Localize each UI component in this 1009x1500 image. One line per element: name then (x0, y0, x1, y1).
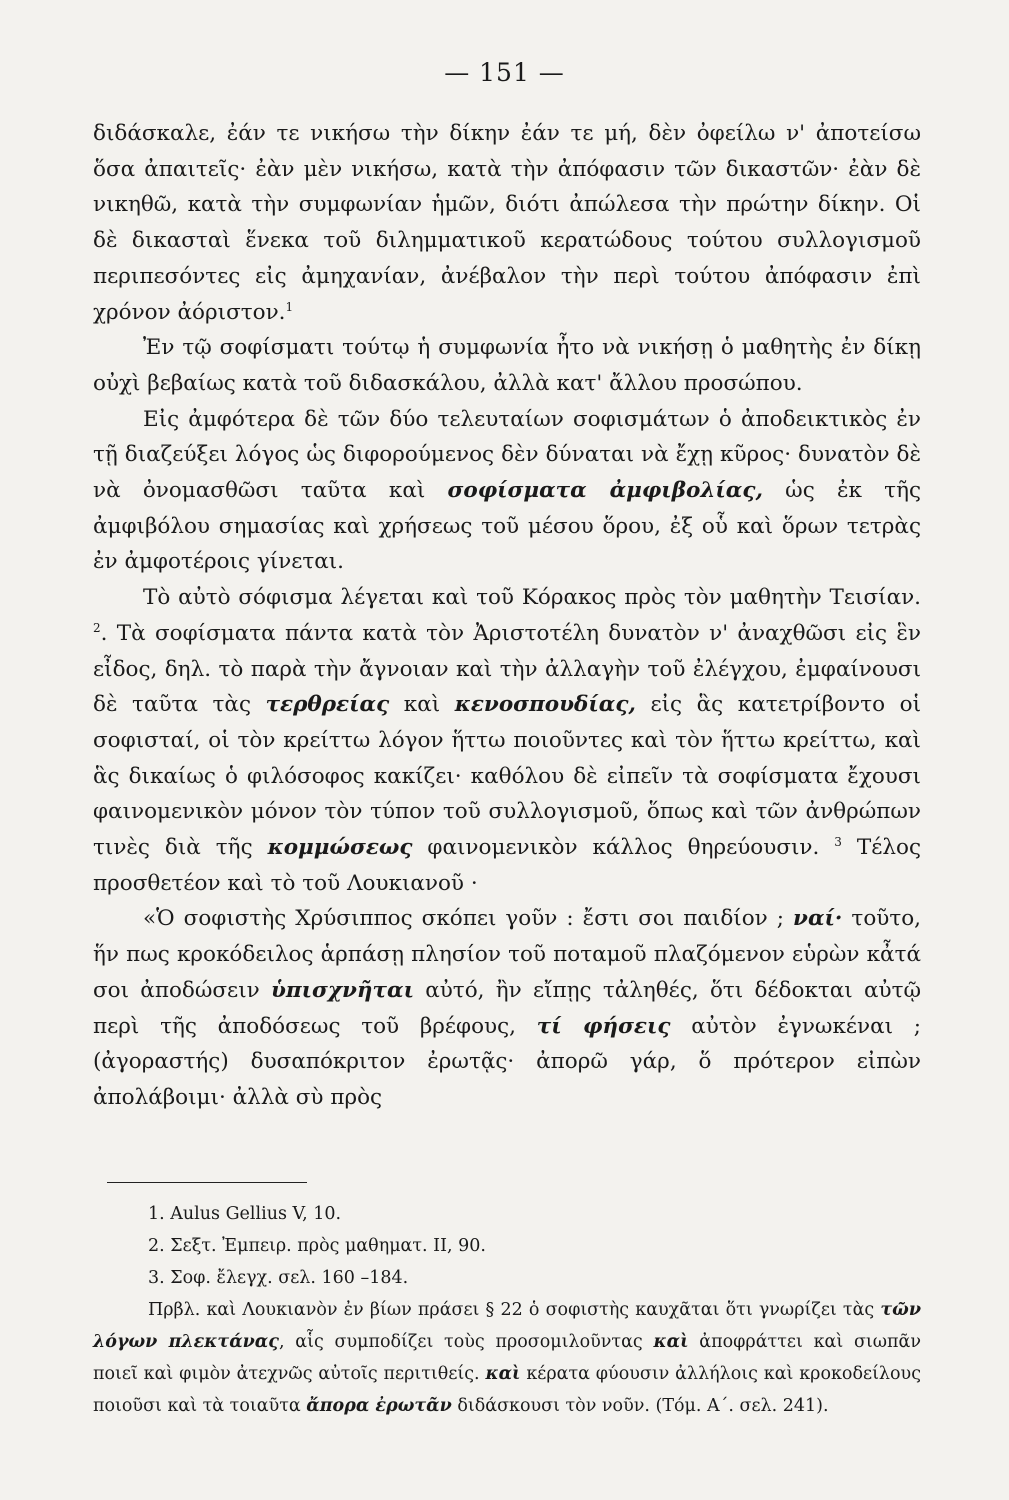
footnote-divider (107, 1182, 307, 1183)
text-run: καὶ (389, 692, 455, 718)
paragraph (93, 580, 921, 901)
text-run: αὐτό, ἢν εἴπῃς τἀληθές, ὅτι δέδοκται αὐτῷ περὶ τῆς ἀποδόσεως τοῦ βρέφους, (93, 977, 921, 1039)
text-run: «Ὁ σοφιστὴς Χρύσιππος σκόπει γοῦν : ἔστι σοι παιδίον ; (143, 906, 794, 932)
text-run: Εἰς ἀμφότερα δὲ τῶν δύο τελευταίων σοφισμάτων ὁ ἀποδεικτικὸς ἐν τῇ διαζεύξει λόγος ὡς διφορούμενος δὲν δύναται νὰ ἔχῃ κῦρος· δυνατὸν δὲ νὰ ὀνομασθῶσι ταῦτα καὶ (93, 406, 921, 504)
footnotes (93, 1198, 921, 1422)
footnote-ref: 3 (834, 835, 842, 850)
paragraph (93, 116, 921, 330)
text-run: αὐτὸν ἐγνωκέναι ; (ἀγοραστής) δυσαπόκριτον ἐρωτᾷς· ἀπορῶ γάρ, ὅ πρότερον εἰπὼν ἀπολάβοιμι· ἀλλὰ σὺ πρὸς (93, 1013, 922, 1110)
emphasis-text: τί φήσεις (536, 1013, 671, 1039)
emphasis-text: καὶ (485, 1364, 521, 1384)
text-run: διδάσκουσι τὸν νοῦν. (Τόμ. Α΄. σελ. 241). (451, 1396, 829, 1416)
emphasis-text: ναί· (793, 906, 843, 932)
emphasis-text: κενοσπουδίας, (454, 692, 636, 718)
emphasis-text: τερθρείας (265, 692, 390, 718)
emphasis-text: τῶν λόγων πλεκτάνας (93, 1300, 921, 1352)
text-run: διδάσκαλε, ἐάν τε νικήσω τὴν δίκην ἐάν τε μή, δὲν ὀφείλω ν' ἀποτείσω ὅσα ἀπαιτεῖς· ἐὰν μὲν νικήσω, κατὰ τὴν ἀπόφασιν τῶν δικαστῶν· ἐὰν δὲ νικηθῶ, κατὰ τὴν συμφωνίαν ἡμῶν, διότι ἀπώλεσα τὴν πρώτην δίκην. Οἱ δὲ δικασταὶ ἕνεκα τοῦ διλημματικοῦ κερατώδους τούτου συλλογισμοῦ περιπεσόντες εἰς ἀμηχανίαν, ἀνέβαλον τὴν περὶ τούτου ἀπόφασιν ἐπὶ χρόνον ἀόριστον. (93, 121, 921, 325)
footnote-2: 2. Σεξτ. Ἐμπειρ. πρὸς μαθηματ. II, 90. (148, 1236, 486, 1256)
text-run: , αἷς συμποδίζει τοὺς προσομιλοῦντας (278, 1332, 654, 1352)
text-run: Ἐν τῷ σοφίσματι τούτῳ ἡ συμφωνία ἦτο νὰ νικήσῃ ὁ μαθητὴς ἐν δίκῃ οὐχὶ βεβαίως κατὰ τοῦ διδασκάλου, ἀλλὰ κατ' ἄλλου προσώπου. (93, 335, 921, 396)
text-run: τοῦτο, ἥν πως κροκόδειλος ἁρπάσῃ πλησίον τοῦ ποταμοῦ πλαζόμενον εὑρὼν κἆτά σοι ἀποδώσειν (93, 906, 922, 1003)
paragraph (93, 402, 921, 581)
footnote-ref: 2 (93, 620, 101, 635)
emphasis-text: ἄπορα ἐρωτᾶν (306, 1396, 452, 1416)
body-text (93, 116, 921, 1116)
text-run: Τὸ αὐτὸ σόφισμα λέγεται καὶ τοῦ Κόρακος πρὸς τὸν μαθητὴν Τεισίαν. (143, 585, 921, 611)
text-run: φαινομενικὸν κάλλος θηρεύουσιν. (412, 835, 835, 861)
text-run: εἰς ἃς κατετρίβοντο οἱ σοφισταί, οἱ τὸν κρείττω λόγον ἥττω ποιοῦντες καὶ τὸν ἥττω κρείττω, καὶ ἃς δικαίως ὁ φιλόσοφος κακίζει· καθόλου δὲ εἰπεῖν τὰ σοφίσματα ἔχουσι φαινομενικὸν μόνον τὸν τύπον τοῦ συλλογισμοῦ, ὅπως καὶ τῶν ἀνθρώπων τινὲς διὰ τῆς (93, 692, 921, 861)
emphasis-text: ὑπισχνῆται (270, 977, 414, 1003)
text-run: . Τὰ σοφίσματα πάντα κατὰ τὸν Ἀριστοτέλη δυνατὸν ν' ἀναχθῶσι εἰς ἓν εἶδος, δηλ. τὸ παρὰ τὴν ἄγνοιαν καὶ τὴν ἀλλαγὴν τοῦ ἐλέγχου, ἐμφαίνουσι δὲ ταῦτα τὰς (93, 620, 921, 718)
text-run: Πρβλ. καὶ Λουκιανὸν ἐν βίων πράσει § 22 ὁ σοφιστὴς καυχᾶται ὅτι γνωρίζει τὰς (148, 1300, 881, 1320)
footnote-3: 3. Σοφ. ἔλεγχ. σελ. 160 –184. (148, 1268, 409, 1288)
emphasis-text: κομμώσεως (267, 835, 413, 861)
paragraph (93, 901, 921, 1115)
text-run: ἀποφράττει καὶ σιωπᾶν ποιεῖ καὶ φιμὸν ἀτεχνῶς αὐτοῖς περιτιθείς. (93, 1332, 921, 1384)
paragraph (93, 330, 921, 401)
text-run: ὡς ἐκ τῆς ἀμφιβόλου σημασίας καὶ χρήσεως τοῦ μέσου ὅρου, ἐξ οὗ καὶ ὅρων τετρὰς ἐν ἀμφοτέροις γίνεται. (93, 478, 921, 575)
footnote-note (93, 1294, 921, 1422)
emphasis-text: καὶ (653, 1332, 689, 1352)
footnote-ref: 1 (285, 299, 294, 314)
page-number: — 151 — (444, 58, 565, 87)
footnote-1: 1. Aulus Gellius V, 10. (148, 1204, 342, 1224)
emphasis-text: σοφίσματα ἀμφιβολίας, (447, 478, 763, 504)
text-run: Τέλος προσθετέον καὶ τὸ τοῦ Λουκιανοῦ · (93, 835, 921, 896)
text-run: κέρατα φύουσιν ἀλλήλοις καὶ κροκοδείλους ποιοῦσι καὶ τὰ τοιαῦτα (93, 1364, 921, 1416)
